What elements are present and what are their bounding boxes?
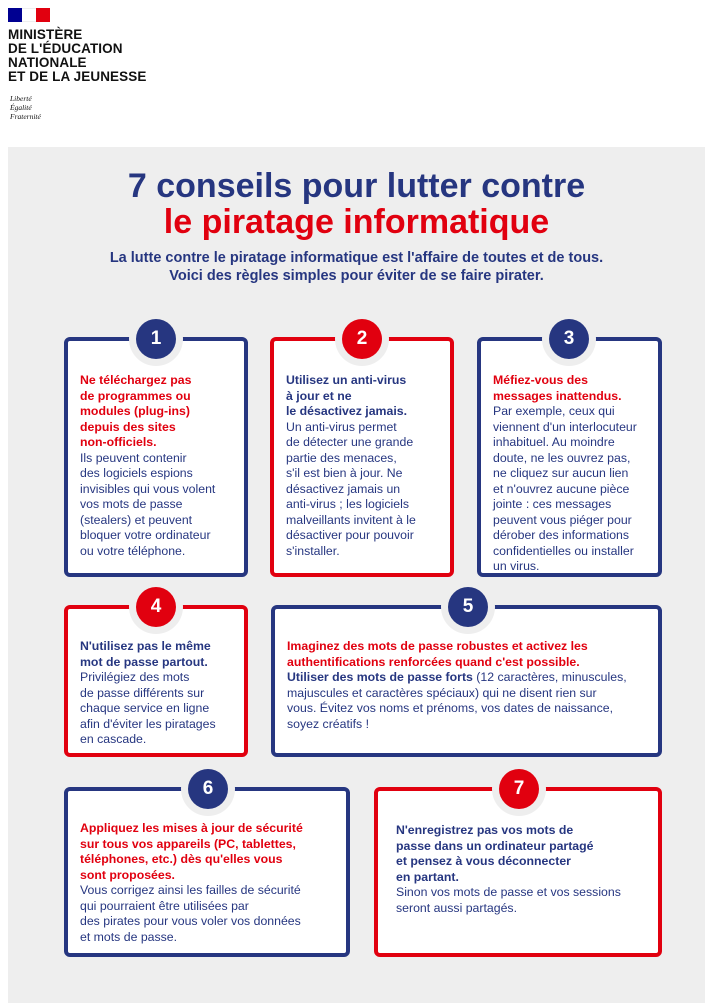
tip-lead-line: passe dans un ordinateur partagé [396,838,594,853]
tip-lead-line: authentifications renforcées quand c'est possible. [287,654,580,669]
tip-lead-line: Ne téléchargez pas [80,373,192,387]
tip-body-line: et n'ouvrez aucune pièce [493,481,630,496]
poster-intro [8,249,705,285]
poster-title-line1: 7 conseils pour lutter contre [127,167,586,205]
tip-body-line: qui pourraient être utilisées par [80,898,249,913]
tip-lead [80,639,216,670]
tip-text [80,373,215,559]
motto-line: Liberté [10,94,32,103]
tip-body-line: désactiver pour pouvoir [286,528,414,542]
tip-body [80,883,303,945]
ministry-line: MINISTÈRE [8,27,83,42]
tip-body-line: de détecter une grande [286,435,414,449]
tip-body-line: chaque service en ligne [80,701,210,715]
tip-body-line: s'il est bien à jour. Ne [286,466,403,480]
tip-lead [493,373,637,404]
poster-title-line2: le piratage informatique [163,203,550,241]
tip-body [287,670,627,732]
tip-lead-line: le désactivez jamais. [286,404,407,418]
tip-text [80,821,303,945]
tip-body-line: peuvent vous piéger pour [493,512,632,527]
tip-lead-line: Imaginez des mots de passe robustes et activez les [287,639,588,653]
tip-body-line: Sinon vos mots de passe et vos sessions [396,885,621,899]
tip-lead-line: Méfiez-vous des [493,373,588,387]
tip-card-4 [64,596,248,757]
tip-card-1 [64,328,248,577]
tip-body-line: Privilégiez des mots [80,670,190,684]
tip-card-5 [271,596,662,757]
tip-lead-line: Utilisez un anti-virus [286,373,407,387]
tip-lead-line: messages inattendus. [493,388,622,403]
tip-body-line: malveillants invitent à le [286,512,416,527]
tip-number-badge: 7 [499,769,539,809]
tip-body-line: des logiciels espions [80,466,193,480]
tip-body-line: confidentielles ou installer [493,543,634,558]
tip-lead [80,821,303,883]
tip-number-badge: 4 [136,587,176,627]
tip-body [396,885,621,916]
tip-number-badge: 1 [136,319,176,359]
tip-lead-line: non-officiels. [80,435,157,449]
tip-body [286,420,416,560]
ministry-line: ET DE LA JEUNESSE [8,69,147,84]
tip-body-line: dérober des informations [493,528,630,542]
tip-lead [80,373,215,451]
tip-body [80,670,216,748]
intro-line: La lutte contre le piratage informatique est l'affaire de toutes et de tous. [109,250,604,266]
tip-body-line: en cascade. [80,732,147,746]
tip-card-2 [270,328,454,577]
tip-lead [286,373,416,420]
tip-lead-line: N'enregistrez pas vos mots de [396,823,574,837]
tip-lead-line: mot de passe partout. [80,654,208,669]
tip-body-line: jointe : ces messages [493,497,612,511]
tip-text [396,823,621,916]
tip-body-line: et mots de passe. [80,929,178,944]
tip-number-badge: 5 [448,587,488,627]
intro-line: Voici des règles simples pour éviter de se faire pirater. [169,268,544,284]
tip-body-line: Ils peuvent contenir [80,450,187,465]
tip-body-line: Vous corrigez ainsi les failles de sécurité [80,883,301,897]
tip-body-line: un virus. [493,559,540,573]
tip-lead-line: téléphones, etc.) dès qu'elles vous [80,852,283,866]
poster-panel [8,147,705,1003]
tip-body-line: Un anti-virus permet [286,419,397,434]
tip-body-line: Par exemple, ceux qui [493,404,615,418]
tip-number-badge: 2 [342,319,382,359]
tip-body [80,451,215,560]
ministry-header [8,6,208,131]
republic-motto [10,94,41,121]
tip-body-line: bloquer votre ordinateur [80,528,211,542]
tip-text [286,373,416,559]
tip-body-line [287,670,627,686]
tip-lead [287,639,627,670]
tip-text [80,639,216,748]
tip-body-line: des pirates pour vous voler vos données [80,914,301,928]
tip-body-line: vous. Évitez vos noms et prénoms, vos dates de naissance, [287,701,614,715]
tip-card-7 [374,778,662,957]
ministry-line: DE L'ÉDUCATION [8,41,123,56]
tip-body-line: désactivez jamais un [286,481,401,496]
ministry-name [8,28,146,84]
tip-body-line: afin d'éviter les piratages [80,716,216,731]
motto-line: Égalité [10,103,32,112]
tip-body-line: doute, ne les ouvrez pas, [493,450,631,465]
tip-lead-line: sont proposées. [80,867,175,882]
tip-text [287,639,627,732]
tip-number-badge: 6 [188,769,228,809]
tip-body-line: anti-virus ; les logiciels [286,497,410,511]
tip-body-line: de passe différents sur [80,685,205,700]
tip-card-3 [477,328,662,577]
tip-body-line: vos mots de passe [80,497,183,511]
tip-body-line: ne cliquez sur aucun lien [493,466,629,480]
tip-lead-line: depuis des sites [80,419,176,434]
tip-body-line: s'installer. [286,543,340,558]
tip-lead-line: à jour et ne [286,388,352,403]
tip-card-6 [64,778,350,957]
tip-body-line: seront aussi partagés. [396,900,517,915]
tip-number-badge: 3 [549,319,589,359]
tip-body [493,404,637,575]
tip-lead-line: de programmes ou [80,388,191,403]
tip-body-line: ou votre téléphone. [80,543,186,558]
tip-body-line: partie des menaces, [286,450,397,465]
tip-sub-lead: Utiliser des mots de passe forts [287,670,473,684]
motto-line: Fraternité [10,112,41,121]
tip-lead-line: Appliquez les mises à jour de sécurité [80,821,303,835]
tip-lead-line: sur tous vos appareils (PC, tablettes, [80,836,296,851]
tip-lead-line: en partant. [396,869,459,884]
tip-lead [396,823,621,885]
tip-lead-line: et pensez à vous déconnecter [396,854,571,868]
tip-lead-line: modules (plug-ins) [80,404,190,418]
tip-body-line: invisibles qui vous volent [80,481,216,496]
tip-text [493,373,637,575]
tip-body-text: (12 caractères, minuscules, [472,670,627,684]
tip-body-line: soyez créatifs ! [287,716,370,731]
tip-body-line: viennent d'un interlocuteur [493,419,637,434]
tip-body-line: (stealers) et peuvent [80,512,193,527]
tip-body-line: inhabituel. Au moindre [493,435,615,449]
ministry-line: NATIONALE [8,55,87,70]
marianne-logo [8,8,50,22]
tip-lead-line: N'utilisez pas le même [80,639,211,653]
tip-body-line: majuscules et caractères spéciaux) qui ne disent rien sur [287,685,597,700]
